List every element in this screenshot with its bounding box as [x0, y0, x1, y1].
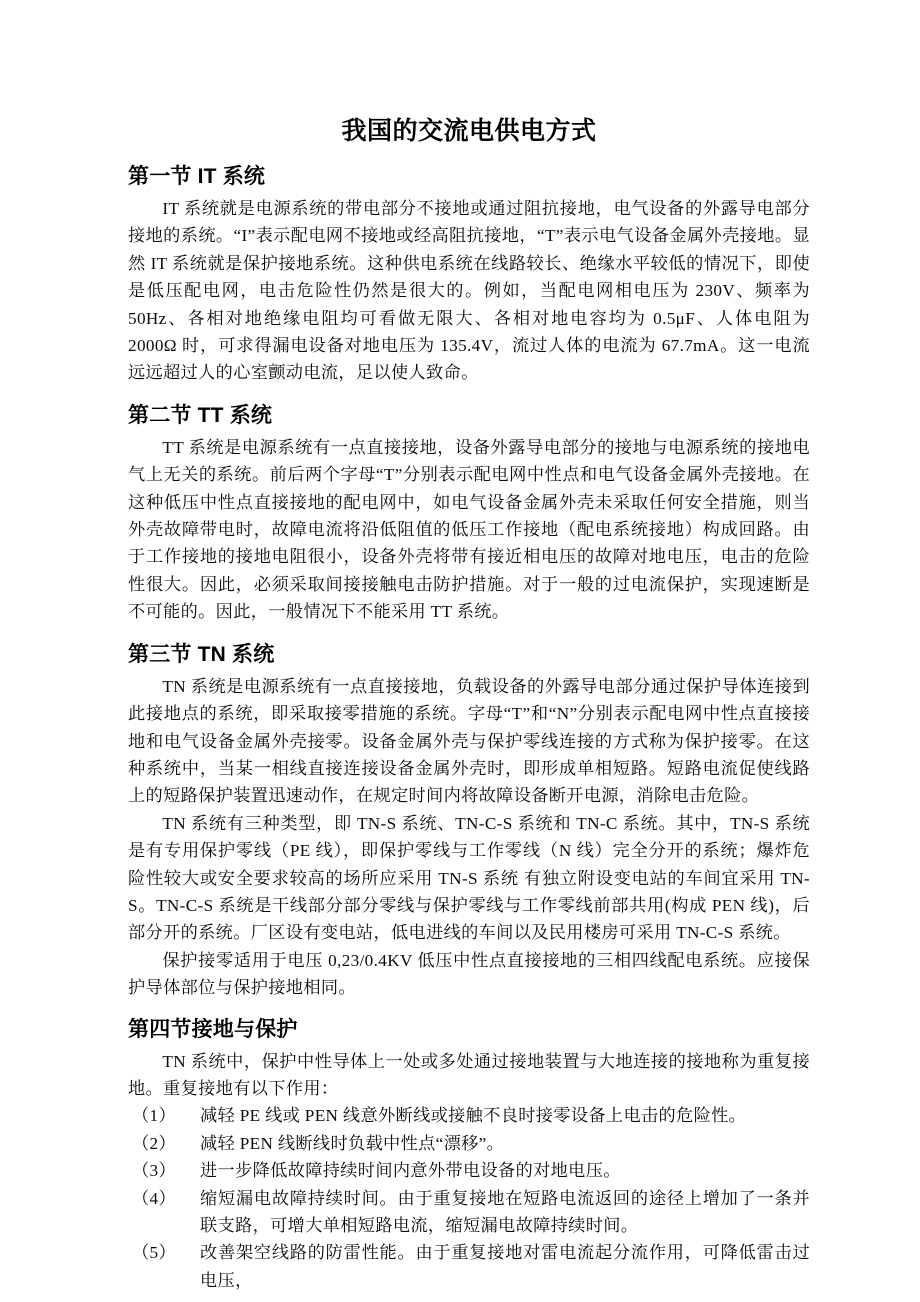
list-item-marker: （5） [132, 1243, 177, 1263]
list-item [128, 1102, 810, 1129]
list-item-text: 进一步降低故障持续时间内意外带电设备的对地电压。 [200, 1161, 621, 1181]
list-item-text: 改善架空线路的防雷性能。由于重复接地对雷电流起分流作用，可降低雷击过电压， [200, 1243, 810, 1290]
list-item [128, 1157, 810, 1184]
list-item-text: 缩短漏电故障持续时间。由于重复接地在短路电流返回的途径上增加了一条并联支路，可增大单相短路电流，缩短漏电故障持续时间。 [200, 1188, 810, 1235]
list-item-marker: （3） [132, 1161, 177, 1181]
list-item [128, 1239, 810, 1294]
list-item [128, 1130, 810, 1157]
section-heading-1: 第一节 IT 系统 [128, 165, 266, 188]
list-item-text: 减轻 PEN 线断线时负载中性点“漂移”。 [200, 1133, 505, 1153]
paragraph: TN 系统中，保护中性导体上一处或多处通过接地装置与大地连接的接地称为重复接地。重复接地有以下作用： [128, 1051, 810, 1098]
paragraph: 保护接零适用于电压 0,23/0.4KV 低压中性点直接接地的三相四线配电系统。应接保护导体部位与保护接地相同。 [128, 950, 810, 998]
section-heading-4: 第四节接地与保护 [128, 1017, 298, 1041]
numbered-list [128, 1102, 810, 1294]
list-item-marker: （4） [132, 1188, 177, 1208]
list-item-text: 减轻 PE 线或 PEN 线意外断线或接触不良时接零设备上电击的危险性。 [200, 1106, 747, 1126]
list-item [128, 1185, 810, 1240]
paragraph: TN 系统是电源系统有一点直接接地，负载设备的外露导电部分通过保护导体连接到此接地点的系统，即采取接零措施的系统。字母“T”和“N”分别表示配电网中性点直接接地和电气设备金属外壳接零。设备金属外壳与保护零线连接的方式称为保护接零。在这种系统中，当某一相线直接连接设备金属外壳时，即形成单相短路。短路电流促使线路上的短路保护装置迅速动作，在规定时间内将故障设备断开电源，消除电击危险。 [128, 676, 810, 806]
paragraph: TT 系统是电源系统有一点直接接地，设备外露导电部分的接地与电源系统的接地电气上无关的系统。前后两个字母“T”分别表示配电网中性点和电气设备金属外壳接地。在这种低压中性点直接接地的配电网中，如电气设备金属外壳未采取任何安全措施，则当外壳故障带电时，故障电流将沿低阻值的低压工作接地（配电系统接地）构成回路。由于工作接地的接地电阻很小，设备外壳将带有接近相电压的故障对地电压，电击的危险性很大。因此，必须采取间接接触电击防护措施。对于一般的过电流保护，实现速断是不可能的。因此，一般情况下不能采用 TT 系统。 [128, 437, 810, 622]
paragraph: IT 系统就是电源系统的带电部分不接地或通过阻抗接地，电气设备的外露导电部分接地的系统。“I”表示配电网不接地或经高阻抗接地，“T”表示电气设备金属外壳接地。显然 IT 系统就是保护接地系统。这种供电系统在线路较长、绝缘水平较低的情况下，即使是低压配电网，电击危险性仍然是很大的。例如，当配电网相电压为 230V、频率为 50Hz、各相对地绝缘电阻均可看做无限大、各相对地电容均为 0.5μF、人体电阻为 2000Ω 时，可求得漏电设备对地电压为 135.4V，流过人体的电流为 67.7mA。这一电流远远超过人的心室颤动电流，足以使人致命。 [128, 199, 810, 383]
document-title: 我国的交流电供电方式 [341, 117, 597, 145]
section-heading-2: 第二节 TT 系统 [128, 403, 273, 427]
paragraph: TN 系统有三种类型，即 TN-S 系统、TN-C-S 系统和 TN-C 系统。其中，TN-S 系统是有专用保护零线（PE 线），即保护零线与工作零线（N 线）完全分开的系统；爆炸危险性较大或安全要求较高的场所应采用 TN-S 系统 有独立附设变电站的车间宜采用 TN-S。TN-C-S 系统是干线部分部分零线与保护零线与工作零线前部共用(构成 PEN 线)，后部分开的系统。厂区设有变电站，低电进线的车间以及民用楼房可采用 TN-C-S 系统。 [128, 813, 810, 943]
list-item-marker: （1） [132, 1106, 177, 1126]
section-heading-3: 第三节 TN 系统 [128, 642, 275, 666]
list-item-marker: （2） [132, 1133, 177, 1153]
